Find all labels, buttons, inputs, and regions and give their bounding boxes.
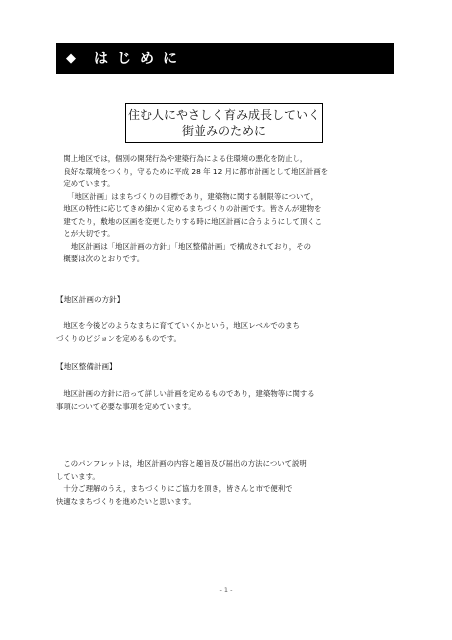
policy-line: づくりのビジョンを定めるものです。	[56, 333, 181, 343]
intro-line: 地区計画は「地区計画の方針」「地区整備計画」で構成されており，その	[56, 241, 311, 251]
slogan-line-1: 住む人にやさしく育み成長していく	[127, 108, 320, 122]
plan-heading: 【地区整備計画】	[56, 362, 117, 371]
slogan-box	[125, 103, 323, 143]
intro-line: 定めています。	[56, 179, 115, 188]
intro-line: 建てたり，敷地の区画を変更したりする時に地区計画に合うようにして頂くこ	[56, 216, 323, 226]
intro-paragraph	[56, 153, 394, 266]
plan-paragraph	[56, 388, 394, 413]
policy-line: 地区を今後どのようなまちに育てていくかという，地区レベルでのまち	[56, 321, 300, 330]
policy-paragraph	[56, 320, 394, 345]
closing-line: 快適なまちづくりを進めたいと思います。	[56, 496, 196, 506]
intro-line: 地区の特性に応じてきめ細かく定めるまちづくりの計画です。皆さんが建物を	[56, 204, 322, 213]
intro-line: 良好な環境をつくり，守るために平成 28 年 12 月に都市計画として地区計画を	[56, 166, 329, 176]
intro-line: とが大切です。	[56, 229, 115, 238]
diamond-icon: ◆	[66, 51, 76, 66]
section-title: はじめに	[94, 50, 186, 67]
closing-paragraph	[56, 458, 394, 508]
intro-line: 概要は次のとおりです。	[56, 254, 145, 263]
plan-line: 地区計画の方針に沿って詳しい計画を定めるものであり，建築物等に関する	[56, 389, 315, 398]
plan-line: 事項について必要な事項を定めています。	[56, 401, 196, 411]
closing-line: しています。	[56, 471, 100, 481]
page-number: - 1 -	[219, 586, 233, 594]
slogan-line-2: 街並みのために	[181, 124, 266, 138]
closing-line: 十分ご理解のうえ，まちづくりにご協力を頂き，皆さんと市で便利で	[56, 484, 293, 493]
closing-line: このパンフレットは，地区計画の内容と趣旨及び届出の方法について説明	[56, 459, 307, 468]
intro-line: 「地区計画」はまちづくりの目標であり，建築物に関する制限等について，	[56, 191, 318, 201]
section-header	[56, 43, 394, 74]
intro-line: 関上地区では，個別の開発行為や建築行為による住環境の悪化を防止し，	[56, 154, 308, 163]
policy-heading: 【地区計画の方針】	[56, 295, 125, 304]
